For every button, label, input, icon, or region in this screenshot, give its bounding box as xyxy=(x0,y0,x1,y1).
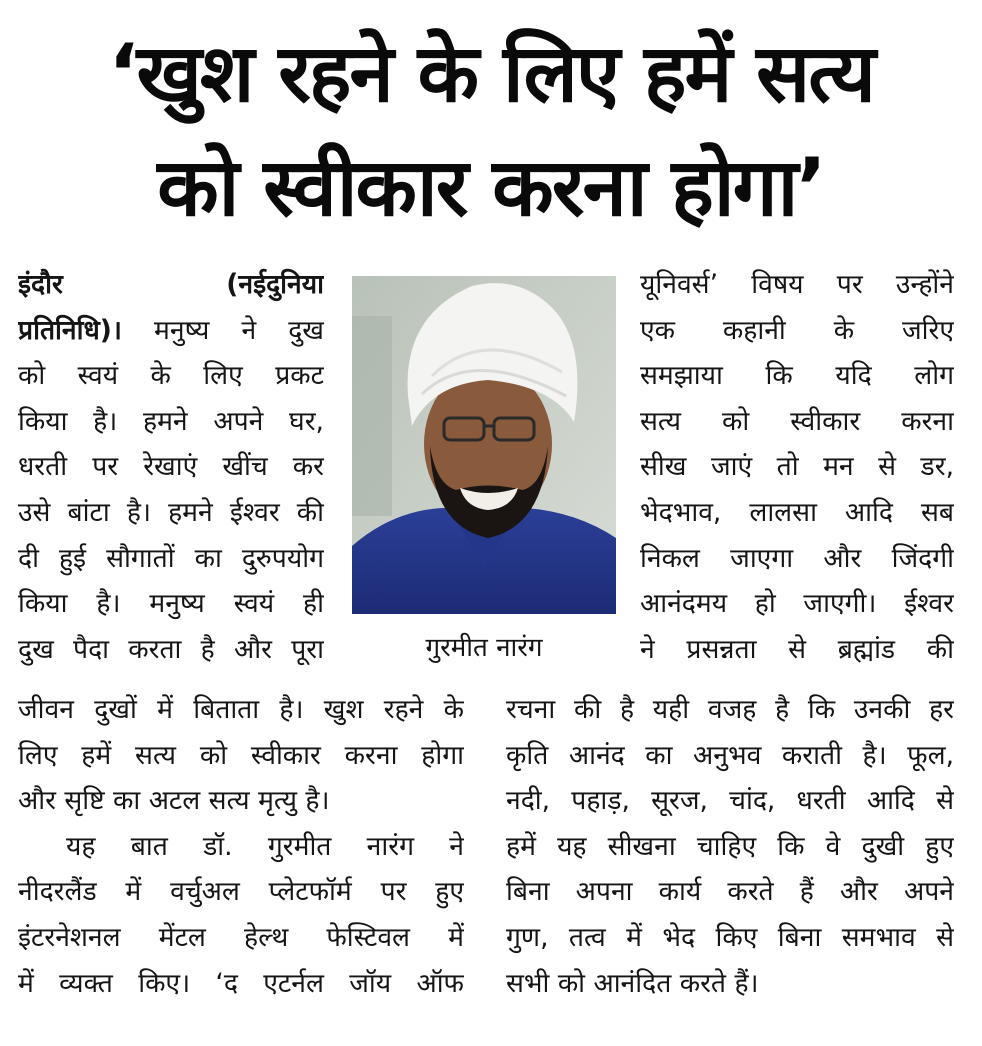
body-text-line: नीदरलैंड में वर्चुअल प्लेटफॉर्म पर हुए xyxy=(18,876,464,908)
body-text-line: उसे बांटा है। हमने ईश्वर की xyxy=(18,496,324,528)
body-text-line: सीख जाएं तो मन से डर, xyxy=(640,451,954,483)
body-text-line: सभी को आनंदित करते हैं। xyxy=(506,967,759,999)
body-text-line: सत्य को स्वीकार करना xyxy=(640,405,954,437)
photo-caption: गुरमीत नारंग xyxy=(425,633,543,663)
body-text-line: यह बात डॉ. गुरमीत नारंग ने xyxy=(66,830,464,862)
body-text-line: ने प्रसन्नता से ब्रह्मांड की xyxy=(640,633,954,665)
left-column xyxy=(18,262,324,672)
body-text-line: रचना की है यही वजह है कि उनकी हर xyxy=(506,694,954,725)
body-text-line: जीवन दुखों में बिताता है। खुश रहने के xyxy=(18,694,464,725)
person-portrait-photo xyxy=(352,276,616,614)
right-column xyxy=(640,262,954,672)
body-text-line: समझाया कि यदि लोग xyxy=(640,360,954,392)
left-column-wide xyxy=(18,687,464,1006)
body-text-line: एक कहानी के जरिए xyxy=(640,314,954,346)
body-text-line: कृति आनंद का अनुभव कराती है। फूल, xyxy=(506,739,954,771)
body-text-line: किया है। मनुष्य स्वयं ही xyxy=(18,588,324,620)
body-text-line: आनंदमय हो जाएगी। ईश्वर xyxy=(640,588,954,620)
body-text-line: इंटरनेशनल मेंटल हेल्थ फेस्टिवल में xyxy=(18,921,464,953)
body-text-line: लिए हमें सत्य को स्वीकार करना होगा xyxy=(18,739,464,771)
dateline-source: (नईदुनिया xyxy=(226,269,324,300)
person-portrait-icon xyxy=(352,276,616,614)
body-text-line: भेदभाव, लालसा आदि सब xyxy=(640,496,954,528)
body-text-line: निकल जाएगा और जिंदगी xyxy=(640,542,954,574)
body-text-line: हमें यह सीखना चाहिए कि वे दुखी हुए xyxy=(506,830,954,862)
body-text-line: बिना अपना कार्य करते हैं और अपने xyxy=(506,876,954,908)
dateline-place: इंदौर xyxy=(18,269,63,300)
body-text-line: यूनिवर्स’ विषय पर उन्होंने xyxy=(640,269,954,300)
body-text-line: को स्वयं के लिए प्रकट xyxy=(18,360,324,392)
headline-line-2: को स्वीकार करना होगा’ xyxy=(157,141,825,234)
body-text-line: में व्यक्त किए। ‘द एटर्नल जॉय ऑफ xyxy=(18,967,464,999)
body-text-line: नदी, पहाड़, सूरज, चांद, धरती आदि से xyxy=(506,785,954,817)
body-text-line: धरती पर रेखाएं खींच कर xyxy=(18,451,324,483)
headline-line-1: ‘खुश रहने के लिए हमें सत्य xyxy=(108,27,874,120)
body-text-line: और सृष्टि का अटल सत्य मृत्यु है। xyxy=(18,785,330,817)
body-text-line: दुख पैदा करता है और पूरा xyxy=(18,633,324,665)
dateline-continued xyxy=(18,308,324,354)
body-text-line: किया है। हमने अपने घर, xyxy=(18,405,324,437)
body-text-line: दी हुई सौगातों का दुरुपयोग xyxy=(18,542,324,574)
body-text-line: मनुष्य ने दुख xyxy=(154,314,324,346)
dateline xyxy=(18,262,324,308)
right-column-wide xyxy=(506,687,954,1006)
dateline-source-2: प्रतिनिधि)। xyxy=(18,314,122,346)
body-text-line: गुण, तत्व में भेद किए बिना समभाव से xyxy=(506,921,954,953)
